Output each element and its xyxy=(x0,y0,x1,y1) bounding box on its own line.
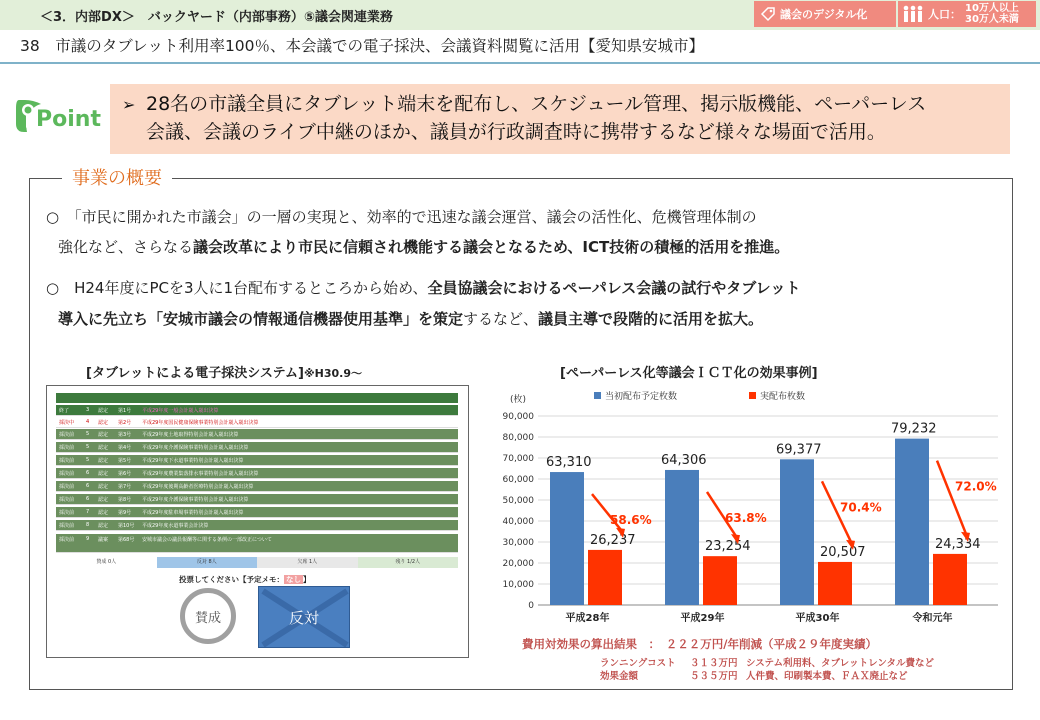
vote-cell-num: 第3号 xyxy=(118,432,132,438)
vote-cell-title: 平成29年度土地取得特別会計歳入歳出決算 xyxy=(142,432,239,438)
reduction-arrow xyxy=(937,461,966,534)
vote-count-absent: 欠席 1人 xyxy=(257,557,358,568)
running-cost-value: ３１３万円 xyxy=(690,658,738,669)
vote-cell-title: 平成29年度一般会計歳入歳出決算 xyxy=(142,408,219,414)
bullet-2-line-2b: するなど、 xyxy=(463,310,539,328)
data-label-actual: 26,237 xyxy=(590,532,636,548)
vote-cell-no: 5 xyxy=(86,431,90,437)
bullet-2-line-2a: 導入に先立ち「安城市議会の情報通信機器使用基準」を策定 xyxy=(58,310,464,328)
vote-cell-status: 採決前 xyxy=(59,471,75,477)
vote-cell-title: 平成29年度後期高齢者医療特別会計歳入歳出決算 xyxy=(142,484,254,490)
effect-result: 費用対効果の算出結果 ： ２２２万円/年削減（平成２９年度実績） xyxy=(522,637,877,651)
vote-cell-kind: 認定 xyxy=(98,471,109,477)
vote-yes-label: 賛成 xyxy=(194,610,221,626)
bar-actual xyxy=(703,556,737,605)
vote-cell-status: 採決前 xyxy=(59,523,75,529)
population-range-1: 10万人以上 xyxy=(965,3,1019,14)
case-title: 38 市議のタブレット利用率100％、本会議での電子採決、会議資料閲覧に活用【愛知県安城市】 xyxy=(20,37,705,55)
vote-table-row[interactable] xyxy=(56,534,458,553)
vote-count-yes: 賛成 0人 xyxy=(56,557,157,568)
vote-cell-status: 採決前 xyxy=(59,510,75,516)
data-label-actual: 23,254 xyxy=(705,539,751,555)
vote-cell-status: 採決前 xyxy=(59,445,75,451)
header-bar xyxy=(0,0,1040,30)
vote-cell-no: 4 xyxy=(86,419,90,425)
x-tick-label: 令和元年 xyxy=(912,613,953,624)
point-logo-text: Point xyxy=(36,107,101,132)
y-tick-label: 50,000 xyxy=(502,496,534,506)
vote-yes-button[interactable] xyxy=(180,588,236,644)
bar-planned xyxy=(550,472,584,605)
reduction-label: 70.4% xyxy=(840,500,882,515)
vote-count-no: 反対 8人 xyxy=(157,557,258,568)
title-divider xyxy=(0,62,1040,64)
vote-cell-title: 平成29年度介護保険事業特別会計歳入歳出決算 xyxy=(142,445,249,451)
bar-actual xyxy=(588,550,622,605)
legend-swatch xyxy=(594,392,601,399)
vote-cell-status: 採決中 xyxy=(59,420,75,426)
vote-cell-no: 3 xyxy=(86,407,90,413)
tag-icon xyxy=(760,6,776,22)
running-cost-label: ランニングコスト xyxy=(600,658,676,669)
digital-tag xyxy=(754,1,896,27)
y-tick-label: 20,000 xyxy=(502,559,534,569)
vote-cell-status: 採決前 xyxy=(59,432,75,438)
data-label-planned: 63,310 xyxy=(546,455,592,471)
vote-table-row[interactable] xyxy=(56,468,458,479)
legend-label: 実配布枚数 xyxy=(760,392,806,402)
vote-cell-num: 第9号 xyxy=(118,510,132,516)
section-title: ＜3．内部DX＞ バックヤード（内部事務）⑤議会関連業務 xyxy=(40,10,393,25)
vote-cell-status: 採決前 xyxy=(59,537,75,543)
y-tick-label: 30,000 xyxy=(502,538,534,548)
legend-label: 当初配布予定枚数 xyxy=(605,392,678,402)
bullet-2-line-2c: 議員主導で段階的に活用を拡大。 xyxy=(538,310,764,328)
tablet-caption-text: [タブレットによる電子採決システム] xyxy=(86,366,304,381)
effect-amount-desc: 人件費、印刷製本費、ＦＡＸ廃止など xyxy=(746,671,908,682)
vote-cell-num: 第7号 xyxy=(118,484,132,490)
y-tick-label: 80,000 xyxy=(502,433,534,443)
vote-cell-status: 採決前 xyxy=(59,458,75,464)
bar-planned xyxy=(665,470,699,605)
running-cost-desc: システム利用料、タブレットレンタル費など xyxy=(746,658,934,669)
bullet-2-line-1a: ○ H24年度にPCを3人に1台配布するところから始め、 xyxy=(46,279,428,297)
vote-cell-num: 第2号 xyxy=(118,420,132,426)
vote-prompt xyxy=(179,574,311,585)
arrow-bullet-icon: ➢ xyxy=(122,95,136,114)
vote-table-row[interactable] xyxy=(56,429,458,440)
reduction-label: 58.6% xyxy=(610,513,652,528)
vote-cell-num: 第5号 xyxy=(118,458,132,464)
y-tick-label: 40,000 xyxy=(502,517,534,527)
vote-cell-status: 採決前 xyxy=(59,497,75,503)
vote-cell-num: 第4号 xyxy=(118,445,132,451)
reduction-label: 72.0% xyxy=(955,479,997,494)
vote-table-row[interactable] xyxy=(56,481,458,492)
bullet-2-line-1 xyxy=(46,274,801,302)
paper-reduction-chart xyxy=(486,382,1006,627)
population-label: 人口： xyxy=(928,8,961,21)
y-axis-label: (枚) xyxy=(510,395,527,405)
vote-table-row[interactable] xyxy=(56,405,458,416)
vote-table-row[interactable] xyxy=(56,455,458,466)
vote-cell-num: 第6号 xyxy=(118,471,132,477)
vote-cell-kind: 認定 xyxy=(98,523,109,529)
vote-cell-no: 6 xyxy=(86,496,90,502)
vote-cell-kind: 認定 xyxy=(98,420,109,426)
bullet-1-line-1: ○ 「市民に開かれた市議会」の一層の実現と、効率的で迅速な議会運営、議会の活性化、危機管理体制の xyxy=(46,208,757,226)
bullet-2-line-1b: 全員協議会におけるペーパレス会議の試行やタブレット xyxy=(427,279,801,297)
effect-amount-value: ５３５万円 xyxy=(690,671,738,682)
vote-no-button[interactable] xyxy=(258,586,350,648)
population-tag xyxy=(898,1,1036,27)
x-tick-label: 平成28年 xyxy=(565,613,610,624)
vote-count-remaining: 残り 1/2人 xyxy=(358,557,459,568)
bar-planned xyxy=(780,459,814,605)
vote-cell-kind: 認定 xyxy=(98,432,109,438)
vote-prompt-memo: なし xyxy=(286,575,301,584)
population-range-2: 30万人未満 xyxy=(965,14,1019,25)
vote-cell-title: 平成29年度水道事業会計決算 xyxy=(142,523,209,529)
vote-table-row[interactable] xyxy=(56,520,458,531)
vote-table-row[interactable] xyxy=(56,442,458,453)
data-label-actual: 24,334 xyxy=(935,536,981,552)
vote-cell-status: 終了 xyxy=(59,408,70,414)
y-tick-label: 90,000 xyxy=(502,412,534,422)
point-line-1: 28名の市議全員にタブレット端末を配布し、スケジュール管理、掲示版機能、ペーパーレス xyxy=(146,93,927,115)
vote-cell-title: 平成29年度農業集落排水事業特別会計歳入歳出決算 xyxy=(142,471,259,477)
vote-cell-title: 平成29年度国民健康保険事業特別会計歳入歳出決算 xyxy=(142,420,259,426)
vote-cell-title: 平成29年度駐車場事業特別会計歳入歳出決算 xyxy=(142,510,244,516)
bullet-2-line-2 xyxy=(58,305,763,333)
x-tick-label: 平成30年 xyxy=(795,613,840,624)
vote-no-label: 反対 xyxy=(288,608,319,627)
legend-swatch xyxy=(749,392,756,399)
vote-table-row[interactable] xyxy=(56,417,458,428)
vote-cell-kind: 認定 xyxy=(98,408,109,414)
vote-cell-kind: 認定 xyxy=(98,445,109,451)
chart-caption: [ペーパーレス化等議会ＩＣＴ化の効果事例] xyxy=(560,366,818,381)
x-tick-label: 平成29年 xyxy=(680,613,725,624)
point-logo-icon xyxy=(15,98,101,134)
y-tick-label: 60,000 xyxy=(502,475,534,485)
bullet-1-line-2 xyxy=(58,233,789,261)
vote-table-row[interactable] xyxy=(56,507,458,518)
vote-prompt-end: 】 xyxy=(303,575,311,584)
vote-cell-num: 第1号 xyxy=(118,408,132,414)
vote-cell-status: 採決前 xyxy=(59,484,75,490)
vote-cell-kind: 認定 xyxy=(98,458,109,464)
vote-cell-title: 安城市議会の議員報酬等に関する条例の一部改正について xyxy=(142,537,272,543)
vote-prompt-text: 投票してください【予定メモ： xyxy=(179,575,284,584)
data-label-actual: 20,507 xyxy=(820,544,866,560)
vote-cell-num: 第68号 xyxy=(118,537,135,543)
vote-cell-no: 5 xyxy=(86,444,90,450)
people-icon xyxy=(902,5,924,23)
bullet-1-line-2b: 議会改革により市民に信頼され機能する議会となるため、ICT技術の積極的活用を推進。 xyxy=(193,238,790,256)
vote-cell-title: 平成29年度下水道事業特別会計歳入歳出決算 xyxy=(142,458,244,464)
reduction-label: 63.8% xyxy=(725,510,767,525)
y-tick-label: 0 xyxy=(528,601,534,611)
vote-cell-num: 第8号 xyxy=(118,497,132,503)
vote-table-row[interactable] xyxy=(56,494,458,505)
tablet-figure-caption xyxy=(86,362,362,381)
vote-cell-no: 5 xyxy=(86,457,90,463)
vote-cell-title: 平成29年度介護保険事業特別会計歳入歳出決算 xyxy=(142,497,249,503)
vote-table-header xyxy=(56,393,458,403)
data-label-planned: 69,377 xyxy=(776,442,822,458)
overview-title: 事業の概要 xyxy=(62,164,172,190)
vote-cell-no: 7 xyxy=(86,509,90,515)
bar-planned xyxy=(895,439,929,605)
tablet-caption-note: ※H30.9～ xyxy=(303,367,362,380)
y-tick-label: 70,000 xyxy=(502,454,534,464)
vote-cell-num: 第10号 xyxy=(118,523,135,529)
vote-cell-kind: 認定 xyxy=(98,510,109,516)
vote-cell-no: 6 xyxy=(86,483,90,489)
vote-cell-no: 6 xyxy=(86,470,90,476)
point-line-2: 会議、会議のライブ中継のほか、議員が行政調査時に携帯するなど様々な場面で活用。 xyxy=(146,121,886,143)
e-vote-screenshot xyxy=(46,385,469,658)
vote-cell-no: 8 xyxy=(86,522,90,528)
bar-actual xyxy=(933,554,967,605)
vote-count-bar xyxy=(56,557,458,568)
bullet-1-line-2a: 強化など、さらなる xyxy=(58,238,194,256)
point-box xyxy=(110,84,1010,154)
bar-actual xyxy=(818,562,852,605)
vote-cell-kind: 認定 xyxy=(98,484,109,490)
vote-cell-kind: 認定 xyxy=(98,497,109,503)
effect-amount-label: 効果金額 xyxy=(600,671,639,682)
y-tick-label: 10,000 xyxy=(502,580,534,590)
data-label-planned: 64,306 xyxy=(661,452,707,468)
data-label-planned: 79,232 xyxy=(891,421,937,437)
vote-cell-no: 9 xyxy=(86,536,90,542)
vote-cell-kind: 議案 xyxy=(98,537,109,543)
digital-tag-label: 議会のデジタル化 xyxy=(780,8,868,21)
